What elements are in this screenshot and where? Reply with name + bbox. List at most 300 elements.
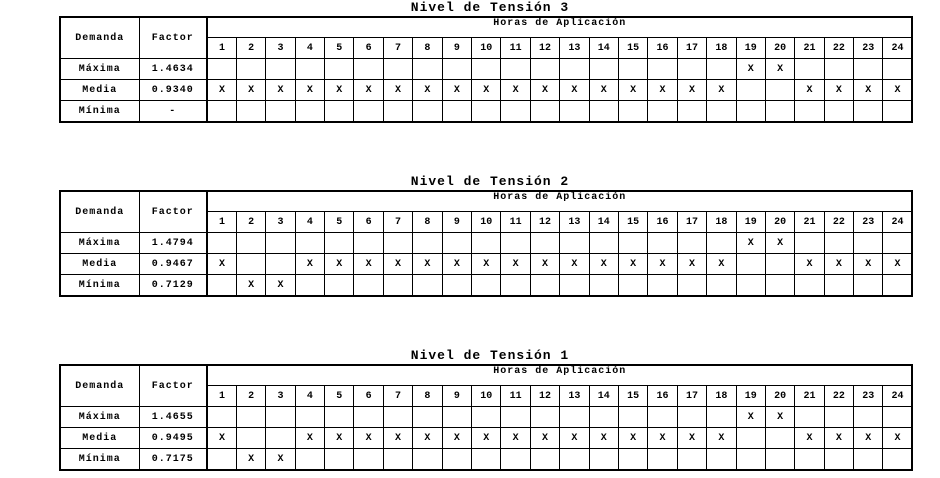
hour-cell xyxy=(765,80,794,101)
hour-mark: X xyxy=(560,428,589,449)
hour-header: 13 xyxy=(560,212,589,233)
hour-header: 23 xyxy=(854,386,883,407)
hour-cell xyxy=(383,101,412,123)
hour-cell xyxy=(442,233,471,254)
hour-cell xyxy=(618,449,647,471)
hour-cell xyxy=(325,449,354,471)
hour-mark: X xyxy=(236,449,265,471)
hour-header: 14 xyxy=(589,212,618,233)
hour-header: 21 xyxy=(795,212,824,233)
hour-header: 12 xyxy=(530,386,559,407)
hour-cell xyxy=(707,59,736,80)
hour-cell xyxy=(501,449,530,471)
table-title: Nivel de Tensión 1 xyxy=(410,348,570,363)
hour-cell xyxy=(854,407,883,428)
hour-cell xyxy=(325,101,354,123)
factor-value: - xyxy=(139,101,207,123)
hour-cell xyxy=(266,428,295,449)
hour-cell xyxy=(648,449,677,471)
hour-cell xyxy=(295,275,324,297)
horas-header: Horas de Aplicación xyxy=(207,365,912,386)
hour-cell xyxy=(442,407,471,428)
hour-header: 20 xyxy=(765,38,794,59)
hour-mark: X xyxy=(413,254,442,275)
hour-mark: X xyxy=(266,80,295,101)
hour-header: 10 xyxy=(472,212,501,233)
hour-cell xyxy=(824,101,853,123)
hour-mark: X xyxy=(472,428,501,449)
factor-header: Factor xyxy=(139,17,207,59)
hour-header: 18 xyxy=(707,212,736,233)
hour-cell xyxy=(530,407,559,428)
hour-mark: X xyxy=(501,254,530,275)
hour-cell xyxy=(677,449,706,471)
hour-mark: X xyxy=(383,428,412,449)
hour-cell xyxy=(883,101,912,123)
hour-mark: X xyxy=(707,80,736,101)
hour-cell xyxy=(618,233,647,254)
hour-cell xyxy=(530,101,559,123)
hour-mark: X xyxy=(266,449,295,471)
hour-cell xyxy=(618,101,647,123)
demand-label: Media xyxy=(60,254,139,275)
hour-header: 16 xyxy=(648,386,677,407)
hour-mark: X xyxy=(648,80,677,101)
hour-cell xyxy=(589,59,618,80)
hour-header: 13 xyxy=(560,386,589,407)
demand-label: Mínima xyxy=(60,449,139,471)
hour-header: 5 xyxy=(325,212,354,233)
hour-header: 6 xyxy=(354,212,383,233)
hour-mark: X xyxy=(736,407,765,428)
hour-mark: X xyxy=(648,254,677,275)
demand-label: Mínima xyxy=(60,101,139,123)
hour-cell xyxy=(501,407,530,428)
hour-header: 9 xyxy=(442,38,471,59)
hour-cell xyxy=(677,407,706,428)
hour-cell xyxy=(325,275,354,297)
hour-cell xyxy=(501,275,530,297)
factor-value: 1.4655 xyxy=(139,407,207,428)
hour-cell xyxy=(501,101,530,123)
hour-cell xyxy=(677,101,706,123)
hour-mark: X xyxy=(266,275,295,297)
hour-cell xyxy=(236,233,265,254)
hour-mark: X xyxy=(824,80,853,101)
hour-cell xyxy=(295,59,324,80)
hour-cell xyxy=(325,407,354,428)
hour-mark: X xyxy=(325,80,354,101)
demand-label: Media xyxy=(60,80,139,101)
hour-header: 1 xyxy=(207,38,236,59)
hour-cell xyxy=(648,407,677,428)
factor-value: 0.9467 xyxy=(139,254,207,275)
hour-header: 19 xyxy=(736,386,765,407)
hour-mark: X xyxy=(295,254,324,275)
hour-header: 16 xyxy=(648,212,677,233)
factor-value: 0.9340 xyxy=(139,80,207,101)
hour-cell xyxy=(824,407,853,428)
hour-cell xyxy=(854,59,883,80)
hour-cell xyxy=(354,449,383,471)
hour-cell xyxy=(736,275,765,297)
demand-row xyxy=(60,233,912,254)
hour-header: 22 xyxy=(824,386,853,407)
hour-mark: X xyxy=(354,254,383,275)
hour-header: 9 xyxy=(442,212,471,233)
hour-cell xyxy=(236,254,265,275)
hour-cell xyxy=(383,233,412,254)
hour-cell xyxy=(354,407,383,428)
hour-cell xyxy=(795,233,824,254)
factor-header: Factor xyxy=(139,365,207,407)
hour-cell xyxy=(736,101,765,123)
hour-cell xyxy=(501,59,530,80)
hour-cell xyxy=(413,449,442,471)
hour-cell xyxy=(236,407,265,428)
hour-cell xyxy=(442,449,471,471)
hour-mark: X xyxy=(207,428,236,449)
hour-mark: X xyxy=(736,59,765,80)
hour-header: 2 xyxy=(236,212,265,233)
hour-mark: X xyxy=(883,80,912,101)
hour-cell xyxy=(883,59,912,80)
hour-mark: X xyxy=(618,80,647,101)
hour-cell xyxy=(795,407,824,428)
factor-value: 0.7175 xyxy=(139,449,207,471)
hour-cell xyxy=(560,59,589,80)
hour-mark: X xyxy=(442,80,471,101)
hour-header: 5 xyxy=(325,38,354,59)
hour-mark: X xyxy=(354,80,383,101)
hour-header: 11 xyxy=(501,38,530,59)
hour-cell xyxy=(854,275,883,297)
hour-cell xyxy=(207,449,236,471)
hour-cell xyxy=(472,275,501,297)
hour-cell xyxy=(530,449,559,471)
hour-cell xyxy=(824,233,853,254)
hour-cell xyxy=(266,101,295,123)
hour-cell xyxy=(530,59,559,80)
hour-header: 3 xyxy=(266,38,295,59)
hour-cell xyxy=(383,59,412,80)
hour-cell xyxy=(677,275,706,297)
hour-cell xyxy=(618,59,647,80)
hour-header: 21 xyxy=(795,38,824,59)
hour-cell xyxy=(354,275,383,297)
hour-cell xyxy=(413,59,442,80)
hour-header: 2 xyxy=(236,386,265,407)
hour-cell xyxy=(530,275,559,297)
hour-mark: X xyxy=(295,80,324,101)
hour-mark: X xyxy=(530,428,559,449)
hour-cell xyxy=(236,59,265,80)
hour-mark: X xyxy=(207,254,236,275)
tension-table xyxy=(59,16,913,123)
hour-mark: X xyxy=(530,254,559,275)
hour-header: 20 xyxy=(765,386,794,407)
hour-cell xyxy=(472,407,501,428)
hour-header: 12 xyxy=(530,38,559,59)
hour-mark: X xyxy=(736,233,765,254)
hour-cell xyxy=(795,101,824,123)
factor-header: Factor xyxy=(139,191,207,233)
hour-cell xyxy=(883,449,912,471)
hour-cell xyxy=(383,449,412,471)
hour-cell xyxy=(207,59,236,80)
demand-row xyxy=(60,80,912,101)
hour-header: 14 xyxy=(589,38,618,59)
hour-cell xyxy=(707,449,736,471)
hour-header: 6 xyxy=(354,386,383,407)
hour-mark: X xyxy=(325,428,354,449)
hour-cell xyxy=(295,233,324,254)
hour-header: 19 xyxy=(736,38,765,59)
hour-header: 9 xyxy=(442,386,471,407)
hour-mark: X xyxy=(795,428,824,449)
hour-mark: X xyxy=(560,254,589,275)
hour-cell xyxy=(707,233,736,254)
hour-header: 7 xyxy=(383,38,412,59)
hour-cell xyxy=(589,275,618,297)
hour-mark: X xyxy=(442,254,471,275)
hour-cell xyxy=(765,428,794,449)
hour-header: 5 xyxy=(325,386,354,407)
hour-mark: X xyxy=(354,428,383,449)
hour-mark: X xyxy=(501,80,530,101)
hour-cell xyxy=(207,407,236,428)
hour-header: 20 xyxy=(765,212,794,233)
hour-cell xyxy=(560,233,589,254)
hour-header: 17 xyxy=(677,386,706,407)
hour-mark: X xyxy=(589,428,618,449)
hour-cell xyxy=(383,275,412,297)
hour-cell xyxy=(354,233,383,254)
factor-value: 1.4794 xyxy=(139,233,207,254)
hour-mark: X xyxy=(795,254,824,275)
hour-cell xyxy=(560,449,589,471)
hour-cell xyxy=(795,449,824,471)
hour-cell xyxy=(854,233,883,254)
hour-cell xyxy=(589,101,618,123)
hour-header: 1 xyxy=(207,386,236,407)
hour-header: 10 xyxy=(472,386,501,407)
hour-cell xyxy=(560,407,589,428)
hour-mark: X xyxy=(765,407,794,428)
hour-mark: X xyxy=(854,254,883,275)
demand-row xyxy=(60,254,912,275)
hour-cell xyxy=(354,101,383,123)
factor-value: 0.7129 xyxy=(139,275,207,297)
hour-mark: X xyxy=(854,428,883,449)
factor-value: 1.4634 xyxy=(139,59,207,80)
hour-mark: X xyxy=(501,428,530,449)
tension-table xyxy=(59,190,913,297)
demand-row xyxy=(60,407,912,428)
hour-cell xyxy=(648,101,677,123)
hour-mark: X xyxy=(618,254,647,275)
hour-cell xyxy=(325,59,354,80)
hour-header: 2 xyxy=(236,38,265,59)
hour-cell xyxy=(765,101,794,123)
hour-cell xyxy=(765,275,794,297)
hour-cell xyxy=(589,407,618,428)
horas-header: Horas de Aplicación xyxy=(207,17,912,38)
hour-cell xyxy=(383,407,412,428)
demand-row xyxy=(60,428,912,449)
hour-cell xyxy=(765,449,794,471)
hour-mark: X xyxy=(883,428,912,449)
hour-cell xyxy=(295,449,324,471)
hour-cell xyxy=(442,101,471,123)
hour-cell xyxy=(618,407,647,428)
demand-label: Máxima xyxy=(60,233,139,254)
hour-mark: X xyxy=(383,254,412,275)
hour-cell xyxy=(854,449,883,471)
hour-cell xyxy=(736,428,765,449)
hour-mark: X xyxy=(677,254,706,275)
demand-row xyxy=(60,59,912,80)
hour-cell xyxy=(207,101,236,123)
hour-cell xyxy=(618,275,647,297)
hour-cell xyxy=(736,254,765,275)
hour-cell xyxy=(648,233,677,254)
hour-cell xyxy=(854,101,883,123)
hour-cell xyxy=(677,233,706,254)
hour-cell xyxy=(295,407,324,428)
table-title: Nivel de Tensión 2 xyxy=(410,174,570,189)
hour-cell xyxy=(736,449,765,471)
hour-mark: X xyxy=(648,428,677,449)
hour-mark: X xyxy=(442,428,471,449)
hour-cell xyxy=(413,275,442,297)
demand-row xyxy=(60,275,912,297)
hour-header: 4 xyxy=(295,386,324,407)
hour-cell xyxy=(648,275,677,297)
hour-mark: X xyxy=(325,254,354,275)
hour-cell xyxy=(266,254,295,275)
hour-header: 8 xyxy=(413,38,442,59)
tension-block-2 xyxy=(59,174,911,297)
hour-header: 8 xyxy=(413,212,442,233)
hour-cell xyxy=(707,275,736,297)
hour-header: 3 xyxy=(266,386,295,407)
hour-cell xyxy=(560,101,589,123)
hour-cell xyxy=(413,407,442,428)
hour-cell xyxy=(883,233,912,254)
hour-mark: X xyxy=(707,428,736,449)
horas-header: Horas de Aplicación xyxy=(207,191,912,212)
hour-header: 15 xyxy=(618,38,647,59)
hour-mark: X xyxy=(824,428,853,449)
hour-cell xyxy=(795,275,824,297)
demanda-header: Demanda xyxy=(60,365,139,407)
hour-header: 15 xyxy=(618,212,647,233)
hour-cell xyxy=(266,233,295,254)
hour-cell xyxy=(560,275,589,297)
hour-header: 11 xyxy=(501,212,530,233)
hour-mark: X xyxy=(618,428,647,449)
demanda-header: Demanda xyxy=(60,17,139,59)
hour-header: 14 xyxy=(589,386,618,407)
tension-block-3 xyxy=(59,0,911,123)
hour-cell xyxy=(648,59,677,80)
hour-cell xyxy=(413,101,442,123)
hour-cell xyxy=(765,254,794,275)
hour-header: 15 xyxy=(618,386,647,407)
hour-mark: X xyxy=(295,428,324,449)
hour-header: 19 xyxy=(736,212,765,233)
hour-cell xyxy=(325,233,354,254)
hour-mark: X xyxy=(883,254,912,275)
tension-table xyxy=(59,364,913,471)
hour-header: 23 xyxy=(854,212,883,233)
hour-mark: X xyxy=(472,254,501,275)
hour-header: 24 xyxy=(883,212,912,233)
demand-label: Media xyxy=(60,428,139,449)
hour-mark: X xyxy=(589,80,618,101)
hour-cell xyxy=(207,233,236,254)
demanda-header: Demanda xyxy=(60,191,139,233)
hour-cell xyxy=(266,407,295,428)
hour-header: 4 xyxy=(295,212,324,233)
hour-cell xyxy=(795,59,824,80)
table-title: Nivel de Tensión 3 xyxy=(410,0,570,15)
hour-cell xyxy=(589,449,618,471)
hour-mark: X xyxy=(707,254,736,275)
hour-cell xyxy=(530,233,559,254)
hour-header: 24 xyxy=(883,38,912,59)
hour-header: 22 xyxy=(824,38,853,59)
hour-header: 23 xyxy=(854,38,883,59)
demand-label: Máxima xyxy=(60,59,139,80)
hour-header: 7 xyxy=(383,212,412,233)
hour-header: 13 xyxy=(560,38,589,59)
hour-mark: X xyxy=(413,428,442,449)
hour-cell xyxy=(677,59,706,80)
hour-cell xyxy=(207,275,236,297)
hour-header: 17 xyxy=(677,38,706,59)
hour-header: 8 xyxy=(413,386,442,407)
hour-header: 4 xyxy=(295,38,324,59)
hour-cell xyxy=(354,59,383,80)
hour-cell xyxy=(501,233,530,254)
tension-block-1 xyxy=(59,348,911,471)
hour-mark: X xyxy=(854,80,883,101)
hour-header: 12 xyxy=(530,212,559,233)
hour-mark: X xyxy=(236,80,265,101)
hour-mark: X xyxy=(765,59,794,80)
hour-mark: X xyxy=(677,428,706,449)
demand-row xyxy=(60,449,912,471)
hour-header: 21 xyxy=(795,386,824,407)
hour-mark: X xyxy=(765,233,794,254)
hour-cell xyxy=(824,275,853,297)
hour-cell xyxy=(883,275,912,297)
hour-header: 1 xyxy=(207,212,236,233)
hour-mark: X xyxy=(472,80,501,101)
hour-header: 22 xyxy=(824,212,853,233)
hour-header: 7 xyxy=(383,386,412,407)
hour-cell xyxy=(266,59,295,80)
hour-header: 16 xyxy=(648,38,677,59)
hour-cell xyxy=(824,449,853,471)
hour-header: 6 xyxy=(354,38,383,59)
demand-row xyxy=(60,101,912,123)
hour-mark: X xyxy=(383,80,412,101)
hour-cell xyxy=(472,449,501,471)
hour-header: 18 xyxy=(707,386,736,407)
